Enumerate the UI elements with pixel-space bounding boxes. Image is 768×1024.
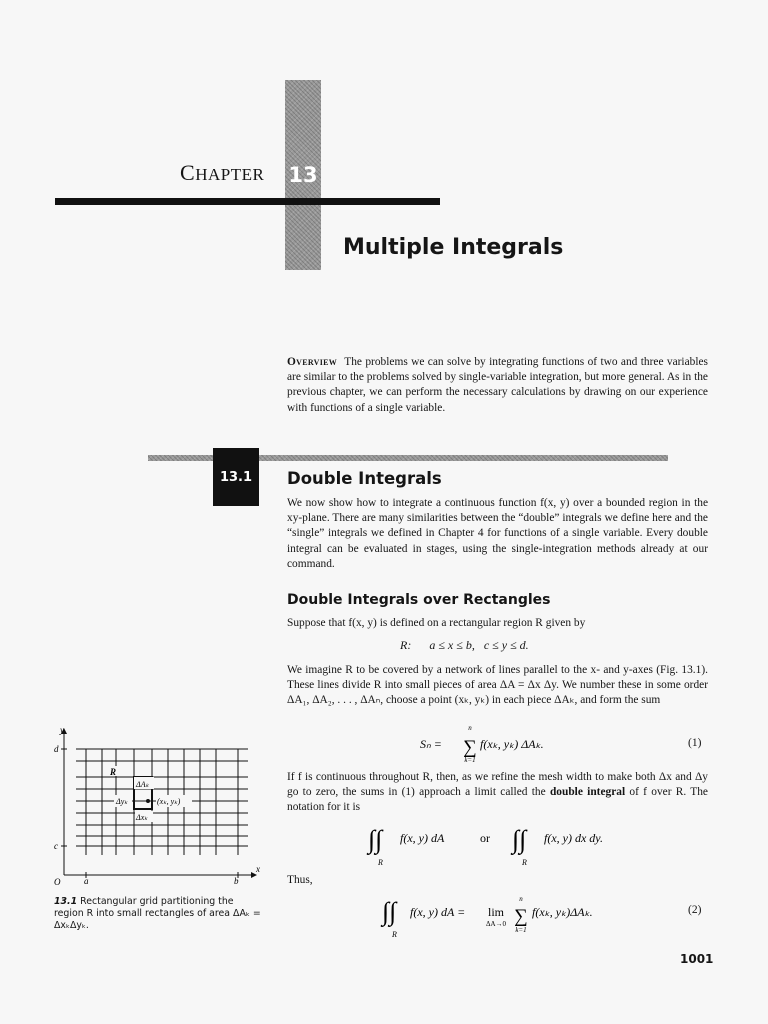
section-title: Double Integrals [287, 469, 442, 488]
point-label: (xₖ, yₖ) [157, 797, 181, 806]
figure-13-1 [50, 725, 265, 890]
double-integral-right: ∫∫ [512, 825, 527, 854]
sample-point [146, 799, 150, 803]
page-number: 1001 [680, 952, 714, 966]
thus-text: Thus, [287, 874, 313, 886]
integrand-right: f(x, y) dx dy. [544, 831, 603, 845]
chapter-number: 13 [288, 163, 318, 187]
eq2-rhs: f(xₖ, yₖ)ΔAₖ. [532, 905, 593, 919]
y-axis-label: y [60, 725, 64, 735]
d-label: d [54, 744, 59, 754]
chapter-title: Multiple Integrals [343, 235, 564, 260]
region-right: R [522, 858, 527, 867]
eq2-integrand: f(x, y) dA = [410, 905, 466, 919]
double-integral-left: ∫∫ [368, 825, 383, 854]
R-label: R [110, 767, 117, 777]
equation-1 [420, 722, 600, 764]
p3-before: If f is continuous throughout R, then, as we refine the mesh width to make both Δx and Δy go to zero, the sums in (1) approach a limit called the [287, 771, 708, 799]
or-word: or [480, 831, 490, 845]
dA-label: ΔAₖ [136, 780, 149, 789]
region-left: R [378, 858, 383, 867]
c-label: c [54, 841, 58, 851]
paragraph-if-continuous [287, 770, 708, 816]
a-label: a [84, 876, 89, 886]
p3-bold: double integral [549, 786, 626, 799]
integrand-left: f(x, y) dA [400, 831, 445, 845]
eq1-lower: k=1 [464, 756, 476, 764]
eq1-lhs: Sₙ = [420, 737, 442, 751]
equation-2 [380, 890, 640, 940]
x-axis-label: x [256, 864, 260, 874]
overview-lead: Overview [287, 356, 338, 368]
eq2-lower: k=1 [515, 926, 527, 934]
dy-label: Δyₖ [116, 797, 128, 806]
origin-label: O [54, 877, 61, 887]
eq2-upper: n [519, 895, 523, 903]
paragraph-suppose: Suppose that f(x, y) is defined on a rectangular region R given by [287, 617, 586, 629]
eq2-double-integral: ∫∫ [382, 897, 397, 926]
eq2-lim-sub: ΔA→0 [485, 920, 507, 928]
caption-text: Rectangular grid partitioning the region R into small rectangles of area ΔAₖ = ΔxₖΔyₖ. [54, 896, 261, 931]
eq2-number: (2) [688, 904, 702, 916]
caption-number: 13.1 [54, 896, 78, 907]
p3-after: of f over R. The notation for it is [287, 786, 708, 814]
subsection-title: Double Integrals over Rectangles [287, 592, 551, 608]
figure-caption [54, 896, 264, 932]
notation-equation [360, 818, 680, 868]
section-intro: We now show how to integrate a continuous function f(x, y) over a bounded region in the xy-plane. There are many similarities between the “double” integrals we define here and the “single” integrals we defined in Chapter 4 for functions of a single variable. Every double integral can be evaluated in stages, using the single-integration methods already at our command. [287, 497, 708, 570]
overview-paragraph [287, 355, 708, 416]
b-label: b [234, 876, 239, 886]
eq2-region: R [392, 930, 397, 939]
eq1-upper: n [468, 724, 472, 732]
region-equation: R: a ≤ x ≤ b, c ≤ y ≤ d. [400, 638, 529, 652]
overview-text: The problems we can solve by integrating functions of two and three variables are similar to the problems solved by single-variable integration, but more general. As in the previous chapter, we can perform the necessary calculations by drawing on our experience with functions of a single variable. [287, 356, 708, 414]
section-number: 13.1 [219, 470, 253, 485]
chapter-label: CHAPTER [180, 160, 265, 185]
dx-label: Δxₖ [136, 813, 148, 822]
eq1-rhs: f(xₖ, yₖ) ΔAₖ. [480, 737, 544, 751]
chapter-rule [55, 198, 440, 205]
eq2-sigma: ∑ [514, 906, 528, 927]
eq1-sigma: ∑ [463, 737, 477, 758]
paragraph-imagine: We imagine R to be covered by a network of lines parallel to the x- and y-axes (Fig. 13.1). These lines divide R into small pieces of area ΔA = Δx Δy. We number these in some order ΔA₁, ΔA₂, . . . , ΔAₙ, choose a point (xₖ, yₖ) in each piece ΔAₖ, and form the sum [287, 664, 708, 707]
eq1-number: (1) [688, 737, 702, 749]
eq2-lim: lim [487, 905, 505, 919]
